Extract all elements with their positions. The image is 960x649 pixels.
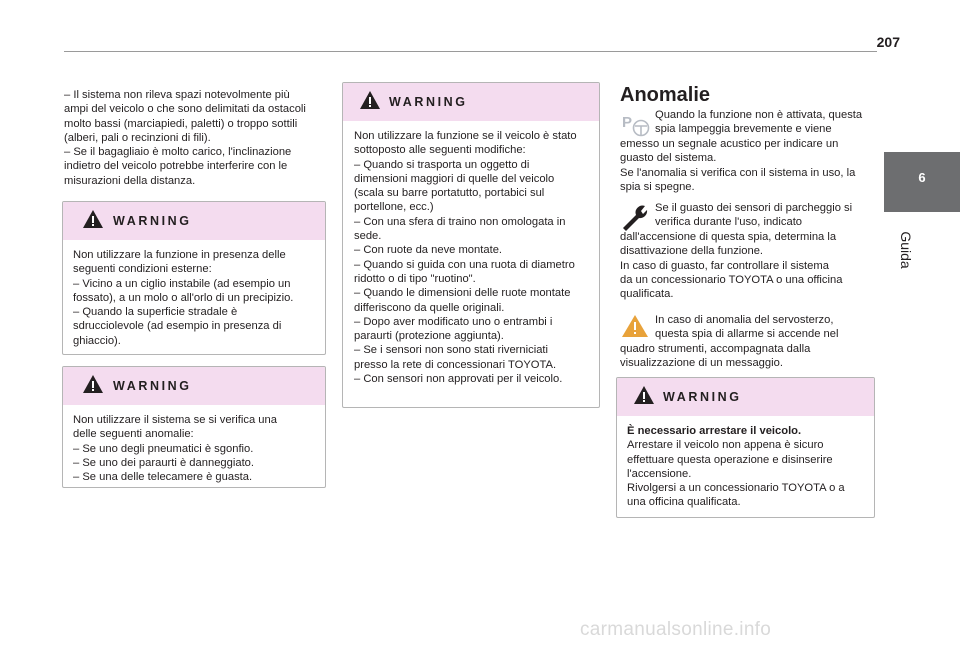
text-line: Non utilizzare la funzione in presenza delle [73, 249, 286, 261]
text-line: l'accensione. [627, 467, 692, 480]
warning-box-2 [62, 366, 326, 488]
paragraph [620, 230, 880, 301]
chapter-tab[interactable] [884, 152, 960, 212]
warning-triangle-icon [359, 90, 381, 110]
text-line: sede. [354, 230, 382, 243]
text-line: In caso di anomalia del servosterzo, [655, 314, 834, 326]
text-line: da un concessionario TOYOTA o una officina [620, 273, 843, 286]
text-line: (alberi, pali o recinzioni di fili). [64, 131, 211, 144]
chapter-label: Guida [898, 231, 914, 269]
text-line: Non utilizzare la funzione se il veicolo è stato [354, 130, 577, 142]
text-line: seguenti condizioni esterne: [73, 263, 212, 276]
warning-header [63, 367, 325, 405]
text-line: In caso di guasto, far controllare il sistema [620, 259, 829, 272]
text-line: qualificata. [620, 288, 674, 301]
text-line: (scala su barre portatutto, portabici sul [354, 187, 545, 200]
text-line: guasto del sistema. [620, 152, 717, 165]
text-line: – Se uno degli pneumatici è sgonfio. [73, 442, 254, 455]
text-line: Rivolgersi a un concessionario TOYOTA o a [627, 482, 845, 495]
section-heading: Anomalie [620, 84, 711, 106]
warning-triangle-icon [82, 209, 104, 229]
text-line: visualizzazione di un messaggio. [620, 357, 783, 370]
parking-sensor-warning-icon [621, 112, 651, 138]
text-line: misurazioni della distanza. [64, 174, 196, 187]
text-line: – Con una sfera di traino non omologata in [354, 215, 566, 228]
warning-header [63, 202, 325, 240]
paragraph-indented [655, 201, 877, 230]
warning-header [343, 83, 599, 121]
text-line: Se il guasto dei sensori di parcheggio si [655, 202, 853, 214]
text-line: una officina qualificata. [627, 496, 741, 509]
text-line: – Vicino a un ciglio instabile (ad esempio un [73, 277, 291, 290]
text-line: ghiaccio). [73, 334, 121, 347]
text-line: differiscono da quelle originali. [354, 301, 505, 314]
text-line: emesso un segnale acustico per indicare un [620, 138, 839, 150]
text-line: sottoposto alle seguenti modifiche: [354, 144, 526, 157]
text-line: – Quando le dimensioni delle ruote montate [354, 287, 571, 300]
text-line: delle seguenti anomalie: [73, 428, 194, 441]
text-line: effettuare questa operazione e disinserire [627, 453, 833, 466]
text-line: – Se i sensori non sono stati riverniciati [354, 344, 549, 357]
text-line: verifica durante l'uso, indicato [655, 216, 803, 229]
warning-box-1 [62, 201, 326, 355]
text-line: – Se uno dei paraurti è danneggiato. [73, 456, 255, 469]
text-line: spia lampeggia brevemente e viene [655, 123, 832, 136]
text-line: sdrucciolevole (ad esempio in presenza di [73, 320, 282, 333]
warning-title: WARNING [663, 390, 742, 404]
svg-text:P: P [622, 114, 633, 131]
text-line: ampi del veicolo o che sono delimitati da ostacoli [64, 103, 306, 116]
warning-triangle-icon [633, 385, 655, 405]
text-line: molto bassi (marciapiedi, paletti) o troppo sottili [64, 117, 298, 130]
warning-header [617, 378, 874, 416]
text-line: quadro strumenti, accompagnata dalla [620, 343, 811, 355]
page-number: 207 [876, 34, 900, 50]
text-line: Non utilizzare il sistema se si verifica una [73, 414, 277, 426]
text-line: – Con sensori non approvati per il veicolo. [354, 373, 563, 386]
intro-text [64, 88, 330, 188]
text-line: – Quando si guida con una ruota di diametro [354, 258, 575, 271]
warning-body [63, 240, 325, 348]
text-line: questa spia di allarme si accende nel [655, 328, 839, 341]
warning-body [617, 416, 874, 510]
text-line: – Quando si trasporta un oggetto di [354, 158, 530, 171]
wrench-icon [620, 203, 650, 231]
text-line: ridotto o di tipo "ruotino". [354, 272, 476, 285]
text-line: presso la rete di concessionari TOYOTA. [354, 358, 557, 371]
text-line: – Quando la superficie stradale è [73, 306, 238, 319]
warning-box-4 [616, 377, 875, 518]
text-line: dimensioni maggiori di quelle del veicolo [354, 172, 555, 185]
paragraph-indented [655, 108, 877, 137]
warning-box-3 [342, 82, 600, 408]
warning-title: WARNING [389, 95, 468, 109]
paragraph [620, 137, 880, 194]
paragraph [620, 342, 880, 371]
steering-warning-triangle-icon [621, 314, 649, 338]
text-line-bold: È necessario arrestare il veicolo. [627, 425, 802, 437]
text-line: Se l'anomalia si verifica con il sistema in uso, la [620, 166, 856, 179]
text-line: – Se il bagagliaio è molto carico, l'inclinazione [64, 146, 292, 159]
text-line: – Con ruote da neve montate. [354, 244, 503, 257]
top-rule [64, 51, 877, 52]
text-line: – Il sistema non rileva spazi notevolmente più [64, 89, 290, 101]
text-line: Quando la funzione non è attivata, questa [655, 109, 863, 121]
warning-triangle-icon [82, 374, 104, 394]
warning-title: WARNING [113, 214, 192, 228]
text-line: indietro del veicolo potrebbe interferire con le [64, 160, 288, 173]
text-line: – Dopo aver modificato uno o entrambi i [354, 315, 553, 328]
warning-body [343, 121, 599, 386]
text-line: spia si spegne. [620, 180, 695, 193]
text-line: dall'accensione di questa spia, determina la [620, 231, 837, 243]
text-line: disattivazione della funzione. [620, 245, 764, 258]
text-line: paraurti (protezione aggiunta). [354, 330, 504, 343]
paragraph-indented [655, 313, 877, 342]
chapter-number: 6 [918, 170, 926, 185]
text-line: fossato), a un molo o all'orlo di un precipizio. [73, 291, 294, 304]
text-line: – Se una delle telecamere è guasta. [73, 471, 253, 484]
text-line: portellone, ecc.) [354, 201, 434, 214]
warning-body [63, 405, 325, 484]
watermark: carmanualsonline.info [580, 619, 772, 640]
text-line: Arrestare il veicolo non appena è sicuro [627, 439, 824, 452]
warning-title: WARNING [113, 379, 192, 393]
